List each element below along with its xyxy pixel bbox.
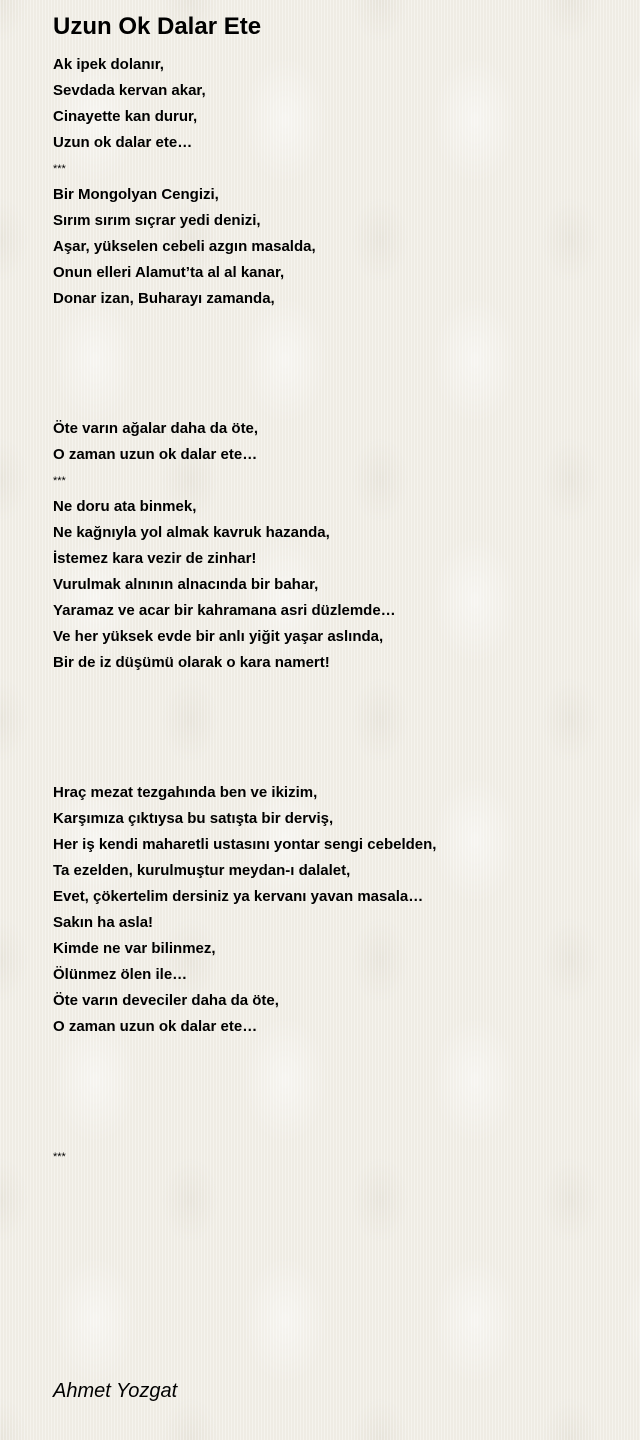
- poem-line: Hraç mezat tezgahında ben ve ikizim,: [53, 784, 318, 801]
- blank-line: [53, 338, 613, 364]
- stanza-separator: ***: [53, 1151, 66, 1163]
- poem-line: Öte varın ağalar daha da öte,: [53, 420, 259, 437]
- poem-line: O zaman uzun ok dalar ete…: [53, 446, 258, 463]
- poem-line: Cinayette kan durur,: [53, 108, 198, 125]
- poem-line: Sevdada kervan akar,: [53, 82, 206, 99]
- blank-line: [53, 390, 613, 416]
- poem-line: Uzun ok dalar ete…: [53, 134, 193, 151]
- blank-line: [53, 1040, 613, 1066]
- poem-line: Evet, çökertelim dersiniz ya kervanı yavan masala…: [53, 888, 424, 905]
- stanza-separator: ***: [53, 475, 66, 487]
- poem-line: Sırım sırım sıçrar yedi denizi,: [53, 212, 261, 229]
- poem-author: Ahmet Yozgat: [53, 1380, 178, 1402]
- poem-line: Her iş kendi maharetli ustasını yontar sengi cebelden,: [53, 836, 437, 853]
- blank-line: [53, 364, 613, 390]
- poem-line: Yaramaz ve acar bir kahramana asri düzlemde…: [53, 602, 396, 619]
- poem-line: Ölünmez ölen ile…: [53, 966, 188, 983]
- poem-line: Ne kağnıyla yol almak kavruk hazanda,: [53, 524, 330, 541]
- poem-line: Kimde ne var bilinmez,: [53, 940, 216, 957]
- poem-line: Karşımıza çıktıysa bu satışta bir derviş,: [53, 810, 334, 827]
- poem-line: İstemez kara vezir de zinhar!: [53, 550, 257, 567]
- poem-line: Ta ezelden, kurulmuştur meydan-ı dalalet,: [53, 862, 351, 879]
- poem-line: Ak ipek dolanır,: [53, 56, 164, 73]
- blank-line: [53, 312, 613, 338]
- poem-title: Uzun Ok Dalar Ete: [53, 13, 262, 40]
- poem-body: [53, 52, 613, 1170]
- stanza-separator: ***: [53, 163, 66, 175]
- poem-line: Vurulmak alnının alnacında bir bahar,: [53, 576, 319, 593]
- blank-line: [53, 1066, 613, 1092]
- poem-line: Ne doru ata binmek,: [53, 498, 197, 515]
- blank-line: [53, 728, 613, 754]
- poem-line: Ve her yüksek evde bir anlı yiğit yaşar aslında,: [53, 628, 384, 645]
- poem-line: Bir de iz düşümü olarak o kara namert!: [53, 654, 330, 671]
- blank-line: [53, 702, 613, 728]
- poem-line: Aşar, yükselen cebeli azgın masalda,: [53, 238, 316, 255]
- poem-line: O zaman uzun ok dalar ete…: [53, 1018, 258, 1035]
- poem-line: Bir Mongolyan Cengizi,: [53, 186, 219, 203]
- blank-line: [53, 1118, 613, 1144]
- poem-line: Sakın ha asla!: [53, 914, 154, 931]
- poem-line: Öte varın deveciler daha da öte,: [53, 992, 279, 1009]
- blank-line: [53, 1092, 613, 1118]
- poem-line: Onun elleri Alamut’ta al al kanar,: [53, 264, 285, 281]
- poem-line: Donar izan, Buharayı zamanda,: [53, 290, 275, 307]
- blank-line: [53, 676, 613, 702]
- blank-line: [53, 754, 613, 780]
